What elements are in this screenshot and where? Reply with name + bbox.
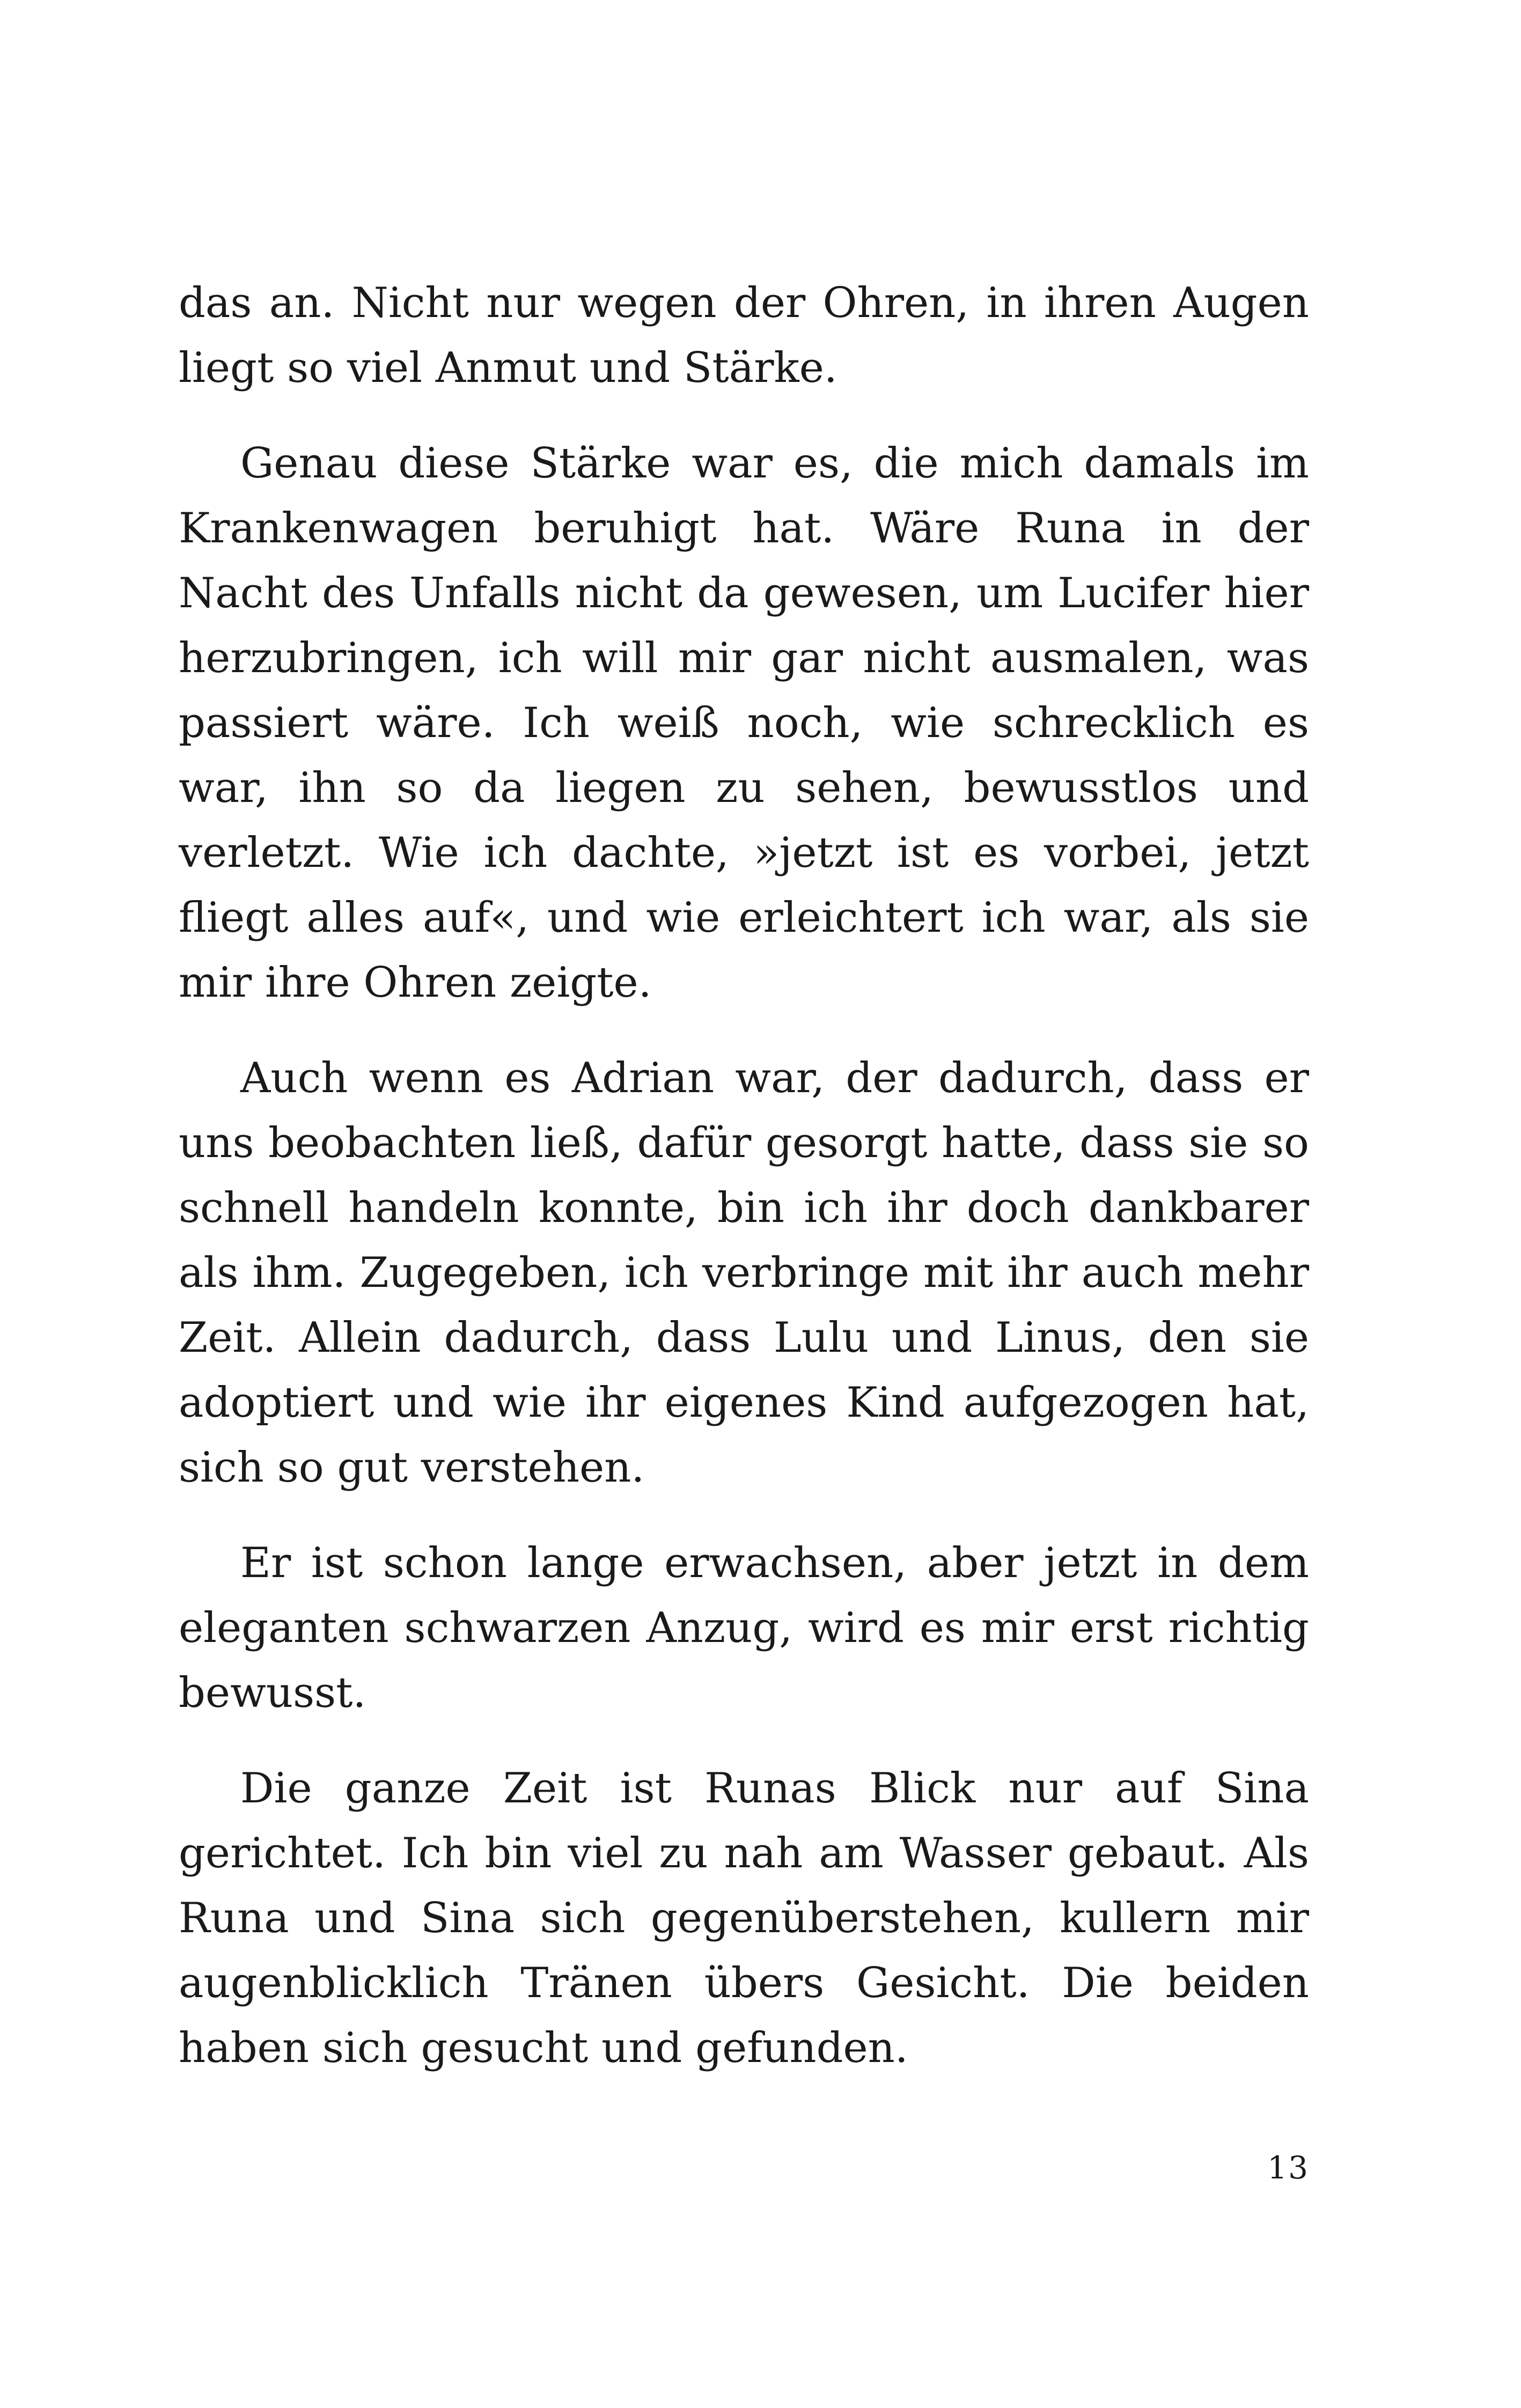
- paragraph: Auch wenn es Adrian war, der dadurch, dass er uns beobachten ließ, dafür gesorgt hatte, dass sie so schnell handeln konnte, bin ich ihr doch dankbarer als ihm. Zugegeben, ich verbringe mit ihr auch mehr Zeit. Allein dadurch, dass Lulu und Linus, den sie adoptiert und wie ihr eigenes Kind aufgezogen hat, sich so gut verstehen.: [179, 1054, 1309, 1492]
- paragraph: das an. Nicht nur wegen der Ohren, in ihren Augen liegt so viel Anmut und Stärke.: [179, 279, 1309, 392]
- paragraph: Genau diese Stärke war es, die mich damals im Krankenwagen beruhigt hat. Wäre Runa in der Nacht des Unfalls nicht da gewesen, um Lucifer hier herzubringen, ich will mir gar nicht ausmalen, was passiert wäre. Ich weiß noch, wie schrecklich es war, ihn so da liegen zu sehen, bewusstlos und verletzt. Wie ich dachte, »jetzt ist es vorbei, jetzt fliegt alles auf«, und wie erleichtert ich war, als sie mir ihre Ohren zeigte.: [179, 439, 1309, 1007]
- page-number: 13: [1267, 2149, 1309, 2186]
- paragraph: Die ganze Zeit ist Runas Blick nur auf Sina gerichtet. Ich bin viel zu nah am Wasser gebaut. Als Runa und Sina sich gegenüberstehen, kullern mir augenblicklich Tränen übers Gesicht. Die beiden haben sich gesucht und gefunden.: [179, 1764, 1309, 2072]
- body-text: [179, 271, 1309, 2111]
- paragraph: Er ist schon lange erwachsen, aber jetzt in dem eleganten schwarzen Anzug, wird es mir erst richtig bewusst.: [179, 1539, 1309, 1717]
